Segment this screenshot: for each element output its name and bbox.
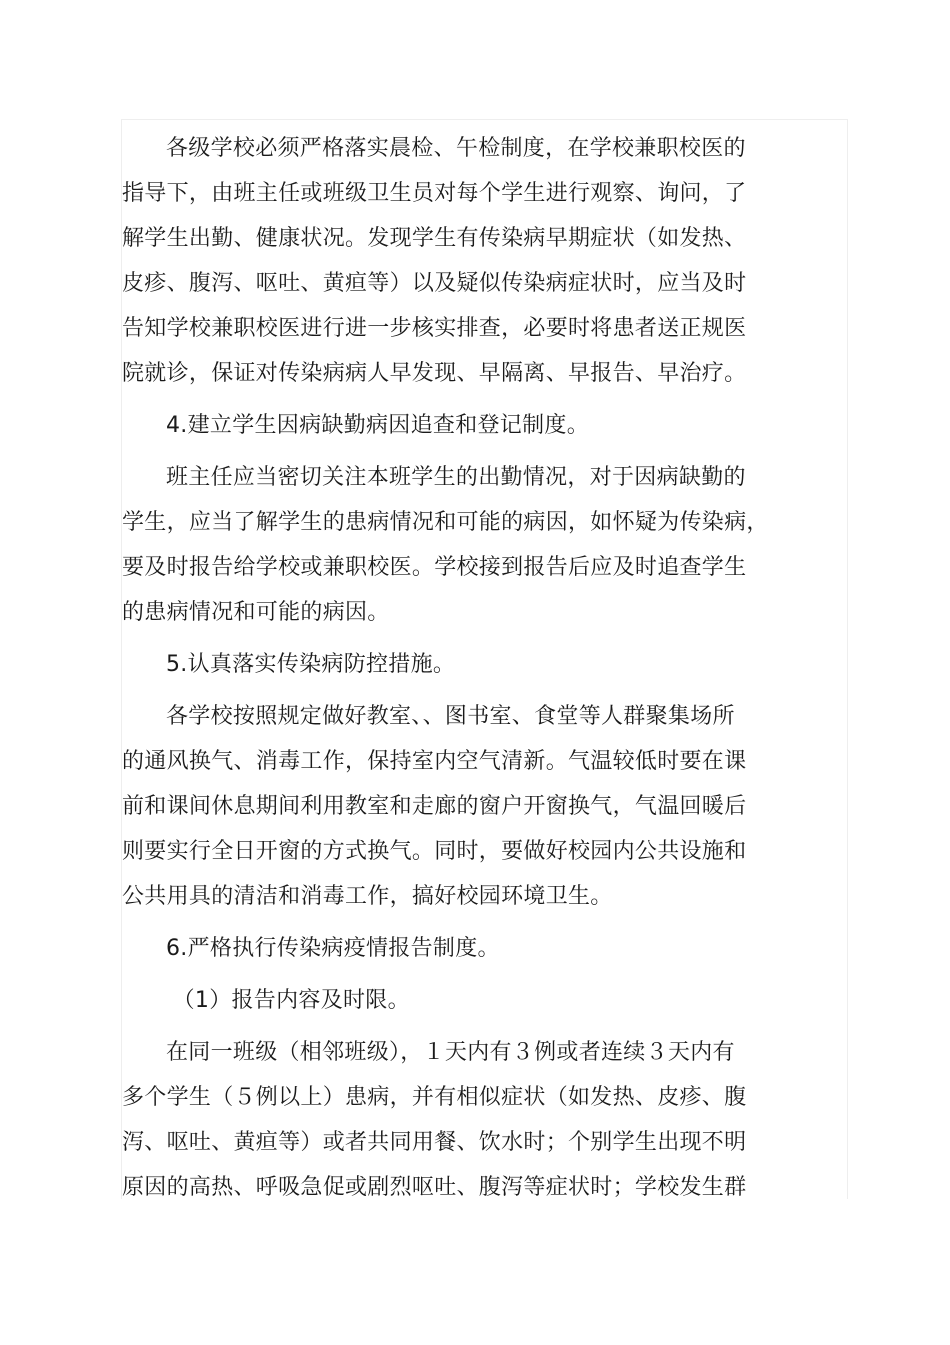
heading-absence-tracking: 4.建立学生因病缺勤病因追查和登记制度。 bbox=[166, 413, 589, 438]
heading-prevention-measures: 5.认真落实传染病防控措施。 bbox=[166, 652, 456, 677]
paragraph-report-content: 在同一班级（相邻班级），１天内有３例或者连续３天内有 多个学生（５例以上）患病，并有相似症状（如发热、皮疹、腹 泻、呕吐、黄疸等）或者共同用餐、饮水时；个别学生出现不明 原因的高热、呼吸急促或剧烈呕吐、腹泻等症状时；学校发生群 bbox=[122, 1040, 747, 1200]
document-body bbox=[122, 126, 772, 1217]
subheading-report-content: （1）报告内容及时限。 bbox=[172, 988, 410, 1013]
paragraph-absence-tracking: 班主任应当密切关注本班学生的出勤情况，对于因病缺勤的 学生，应当了解学生的患病情况和可能的病因，如怀疑为传染病， 要及时报告给学校或兼职校医。学校接到报告后应及时追查学生 的患病情况和可能的病因。 bbox=[122, 465, 769, 625]
heading-epidemic-reporting: 6.严格执行传染病疫情报告制度。 bbox=[166, 936, 500, 961]
paragraph-prevention-measures: 各学校按照规定做好教室、、图书室、食堂等人群聚集场所 的通风换气、消毒工作，保持室内空气清新。气温较低时要在课 前和课间休息期间利用教室和走廊的窗户开窗换气，气温回暖后 则要实行全日开窗的方式换气。同时，要做好校园内公共设施和 公共用具的清洁和消毒工作，搞好校园环境卫生。 bbox=[122, 704, 747, 909]
paragraph-morning-check: 各级学校必须严格落实晨检、午检制度，在学校兼职校医的 指导下，由班主任或班级卫生员对每个学生进行观察、询问，了 解学生出勤、健康状况。发现学生有传染病早期症状（如发热、 皮疹、腹泻、呕吐、黄疸等）以及疑似传染病症状时，应当及时 告知学校兼职校医进行进一步核实排查，必要时将患者送正规医 院就诊，保证对传染病病人早发现、早隔离、早报告、早治疗。 bbox=[122, 136, 747, 386]
